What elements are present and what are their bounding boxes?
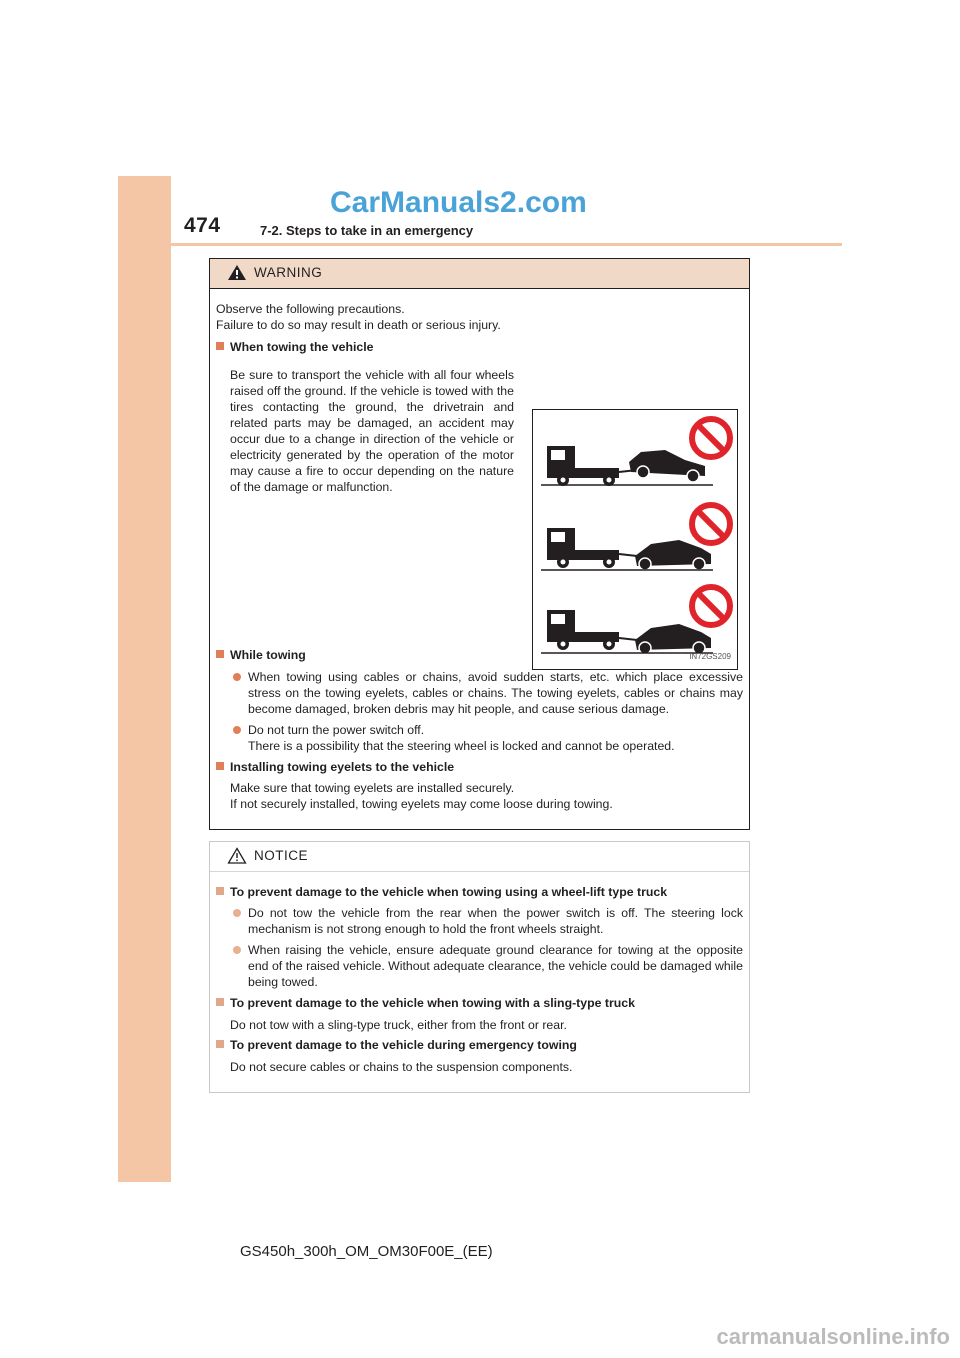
notice-heading-1: To prevent damage to the vehicle when towing using a wheel-lift type truck	[216, 884, 743, 900]
towing-illustration	[532, 409, 738, 670]
square-bullet-icon	[216, 887, 224, 895]
notice-title: NOTICE	[254, 848, 309, 863]
towing-text: Be sure to transport the vehicle with all four wheels raised off the ground. If the vehicle is towed with the tires contacting the ground, the drivetrain and related parts may be damaged, an accident may occur due to a change in direction of the vehicle or electricity generated by the operation of the motor may cause a fire to occur depending on the nature of the damage or malfunction.	[230, 368, 514, 494]
square-bullet-icon	[216, 762, 224, 770]
eyelets-heading: Installing towing eyelets to the vehicle	[216, 759, 743, 775]
notice-heading-2: To prevent damage to the vehicle when towing with a sling-type truck	[216, 995, 743, 1011]
side-color-strip	[118, 176, 171, 1182]
tow-method-1	[541, 419, 730, 486]
square-bullet-icon	[216, 998, 224, 1006]
square-bullet-icon	[216, 1040, 224, 1048]
figure-id: IN72GS209	[689, 652, 731, 661]
eyelets-text-2: If not securely installed, towing eyelets may come loose during towing.	[230, 797, 613, 811]
notice-heading-3: To prevent damage to the vehicle during emergency towing	[216, 1037, 743, 1053]
prohibited-towing-methods-figure	[533, 410, 737, 669]
notice-box	[209, 841, 750, 1093]
notice-bullet-2: When raising the vehicle, ensure adequate ground clearance for towing at the opposite end of the raised vehicle. Without adequate clearance, the vehicle could be damaged while being towed.	[216, 942, 743, 990]
round-bullet-icon	[233, 673, 241, 681]
notice-bullet-1: Do not tow the vehicle from the rear when the power switch is off. The steering lock mechanism is not strong enough to hold the front wheels straight.	[216, 905, 743, 937]
round-bullet-icon	[233, 909, 241, 917]
while-towing-bullet-1: When towing using cables or chains, avoid sudden starts, etc. which place excessive stress on the towing eyelets, cables or chains. The towing eyelets, cables or chains may become damaged, broken debris may hit people, and cause serious damage.	[216, 669, 743, 717]
eyelets-text-1: Make sure that towing eyelets are installed securely.	[230, 781, 515, 795]
warning-header	[210, 259, 749, 289]
square-bullet-icon	[216, 650, 224, 658]
while-towing-bullet-2: Do not turn the power switch off. There is a possibility that the steering wheel is locked and cannot be operated.	[216, 722, 743, 754]
tow-method-3	[541, 587, 730, 654]
towing-heading: When towing the vehicle	[216, 339, 743, 355]
square-bullet-icon	[216, 342, 224, 350]
tow-method-2	[541, 505, 730, 570]
footer-watermark: carmanualsonline.info	[716, 1324, 950, 1349]
notice-header	[210, 842, 749, 872]
warning-intro-1: Observe the following precautions.	[216, 302, 405, 316]
round-bullet-icon	[233, 946, 241, 954]
model-code-footer: GS450h_300h_OM_OM30F00E_(EE)	[240, 1243, 493, 1260]
header-rule	[171, 243, 842, 246]
warning-intro-2: Failure to do so may result in death or serious injury.	[216, 318, 501, 332]
while-towing-heading: While towing	[216, 647, 743, 663]
watermark: CarManuals2.com	[330, 186, 587, 219]
round-bullet-icon	[233, 726, 241, 734]
section-title: 7-2. Steps to take in an emergency	[260, 223, 474, 238]
notice-text-2: Do not tow with a sling-type truck, either from the front or rear.	[230, 1018, 567, 1032]
caution-triangle-icon	[227, 847, 247, 864]
warning-box	[209, 258, 750, 830]
warning-title: WARNING	[254, 265, 323, 280]
warning-triangle-icon	[227, 264, 247, 281]
notice-text-3: Do not secure cables or chains to the suspension components.	[230, 1060, 573, 1074]
page-number: 474	[184, 214, 221, 237]
